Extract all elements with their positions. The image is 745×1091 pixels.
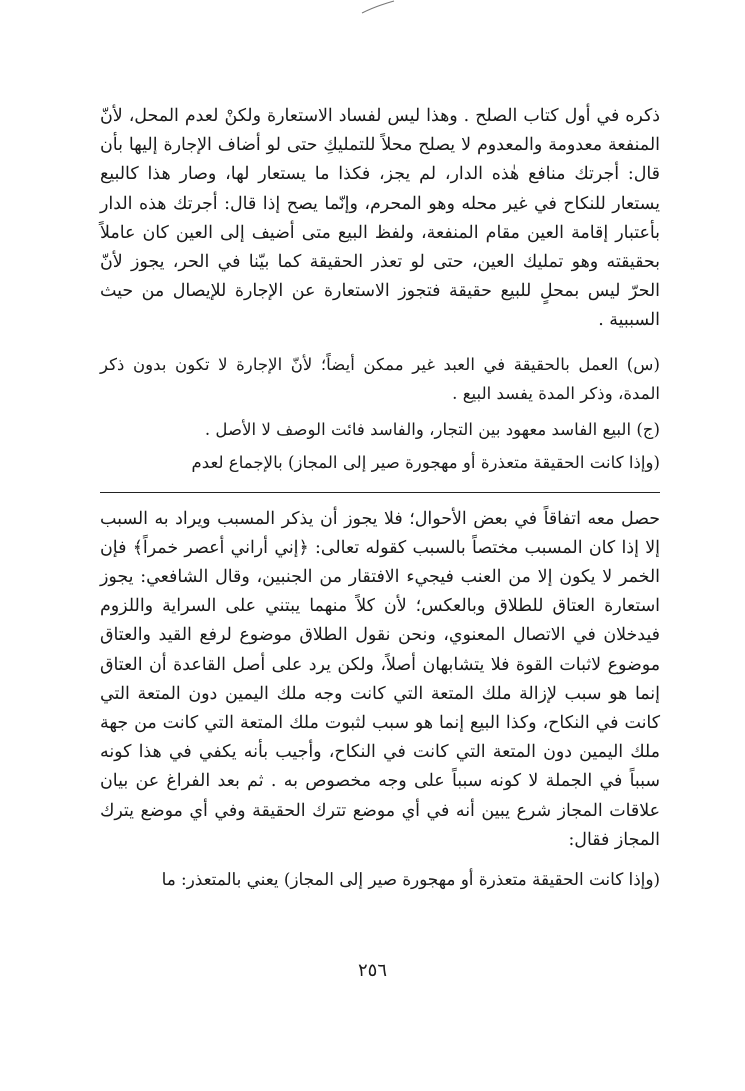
answer-paragraph — [100, 415, 660, 445]
text-line: (وإذا كانت الحقيقة متعذرة أو مهجورة صير إلى المجاز) يعني بالمتعذر: ما — [161, 869, 660, 890]
top-section — [100, 102, 660, 478]
text-line: (ج) البيع الفاسد معهود بين التجار، والفاسد فائت الوصف لا — [261, 419, 660, 439]
text-line: (س) العمل بالحقيقة في العبد غير ممكن أيضاً؛ لأنّ الإجارة لا تكون — [175, 354, 660, 374]
scan-corner-mark — [360, 0, 396, 14]
text-line: الخمر لا يكون إلا من العنب فيجيء الافتقار من الجنبين، وقال الشافعي: يجوز — [100, 567, 660, 588]
text-line: الأصل . — [204, 419, 257, 439]
text-line: المنفعة معدومة والمعدوم لا يصلح محلاً للتمليكِ حتى لو أضاف الإجارة إليها بأن قال: — [100, 135, 660, 185]
text-line: فيدخلان في الاتصال المعنوي، ونحن نقول الطلاق موضوع لرفع القيد والعتاق موضوع — [100, 625, 661, 675]
bottom-section — [100, 505, 660, 895]
text-line: المجاز شرع يبين أنه في أي موضع تترك الحقيقة وفي أي موضع يترك المجاز فقال: — [100, 800, 660, 850]
main-text-paragraph — [100, 102, 660, 336]
text-line: الجملة لا كونه سبباً على وجه مخصوص به . ثم بعد الفراغ عن بيان علاقات — [100, 771, 660, 821]
document-page — [100, 102, 660, 894]
text-line: اليمين دون المتعة التي كانت في النكاح، وأجيب بأنه يكفي في هذا كونه سبباً في — [100, 742, 660, 792]
text-line: بدون ذكر المدة، وذكر المدة يفسد البيع . — [100, 354, 660, 404]
text-line: للنكاح في غير محله وهو المحرم، وإنّما يصح إذا قال: أجرتك هذه الدار بأعتبار — [100, 193, 660, 243]
text-line: (وإذا كانت الحقيقة متعذرة أو مهجورة صير إلى المجاز) بالإجماع لعدم — [191, 453, 660, 473]
commentary-paragraph — [100, 505, 660, 855]
text-line: أجرتك منافع هٰذه الدار، لم يجز، فكذا ما يستعار لها، وصار هذا كالبيع يستعار — [100, 164, 660, 214]
text-line: سبب لإزالة ملك المتعة التي كانت وجه ملك اليمين دون المتعة التي كانت في — [100, 683, 660, 734]
text-line: حصل معه اتفاقاً في بعض الأحوال؛ فلا يجوز أن يذكر المسبب ويراد به السبب — [100, 508, 660, 529]
text-line: استعارة العتاق للطلاق وبالعكس؛ لأن كلاً منهما يبتني على السراية واللزوم — [100, 596, 660, 617]
text-line: إلا إذا كان المسبب مختصاً بالسبب كقوله تعالى: ﴿إني أراني أعصر خمراً﴾ فإن — [100, 537, 660, 558]
text-line: بمحلٍ للبيع حقيقة فتجوز الاستعارة عن الإجارة للإيصال من حيث السببية . — [100, 281, 660, 331]
quoted-text-paragraph — [100, 865, 660, 894]
quoted-text-paragraph — [100, 448, 660, 478]
page-number: ٢٥٦ — [357, 960, 387, 981]
text-line: النكاح، وكذا البيع إنما هو سبب لثبوت ملك المتعة التي كانت من جهة ملك — [100, 713, 660, 763]
text-line: لاثبات القوة فلا يتشابهان أصلاً، ولكن يرد على أصل القاعدة أن العتاق إنما هو — [100, 654, 660, 704]
text-line: إقامة العين مقام المنفعة، ولفظ البيع متى أضيف إلى العين كان عاملاً بحقيقته — [100, 222, 660, 273]
text-line: وهو تمليك العين، حتى لو تعذر الحقيقة كما بيّنا في الحر، يجوز لأنّ الحرّ ليس — [100, 252, 660, 302]
text-line: ذكره في أول كتاب الصلح . وهذا ليس لفساد الاستعارة ولكنْ لعدم المحل، لأنّ — [100, 106, 660, 126]
section-divider — [100, 492, 660, 493]
question-paragraph — [100, 350, 660, 409]
